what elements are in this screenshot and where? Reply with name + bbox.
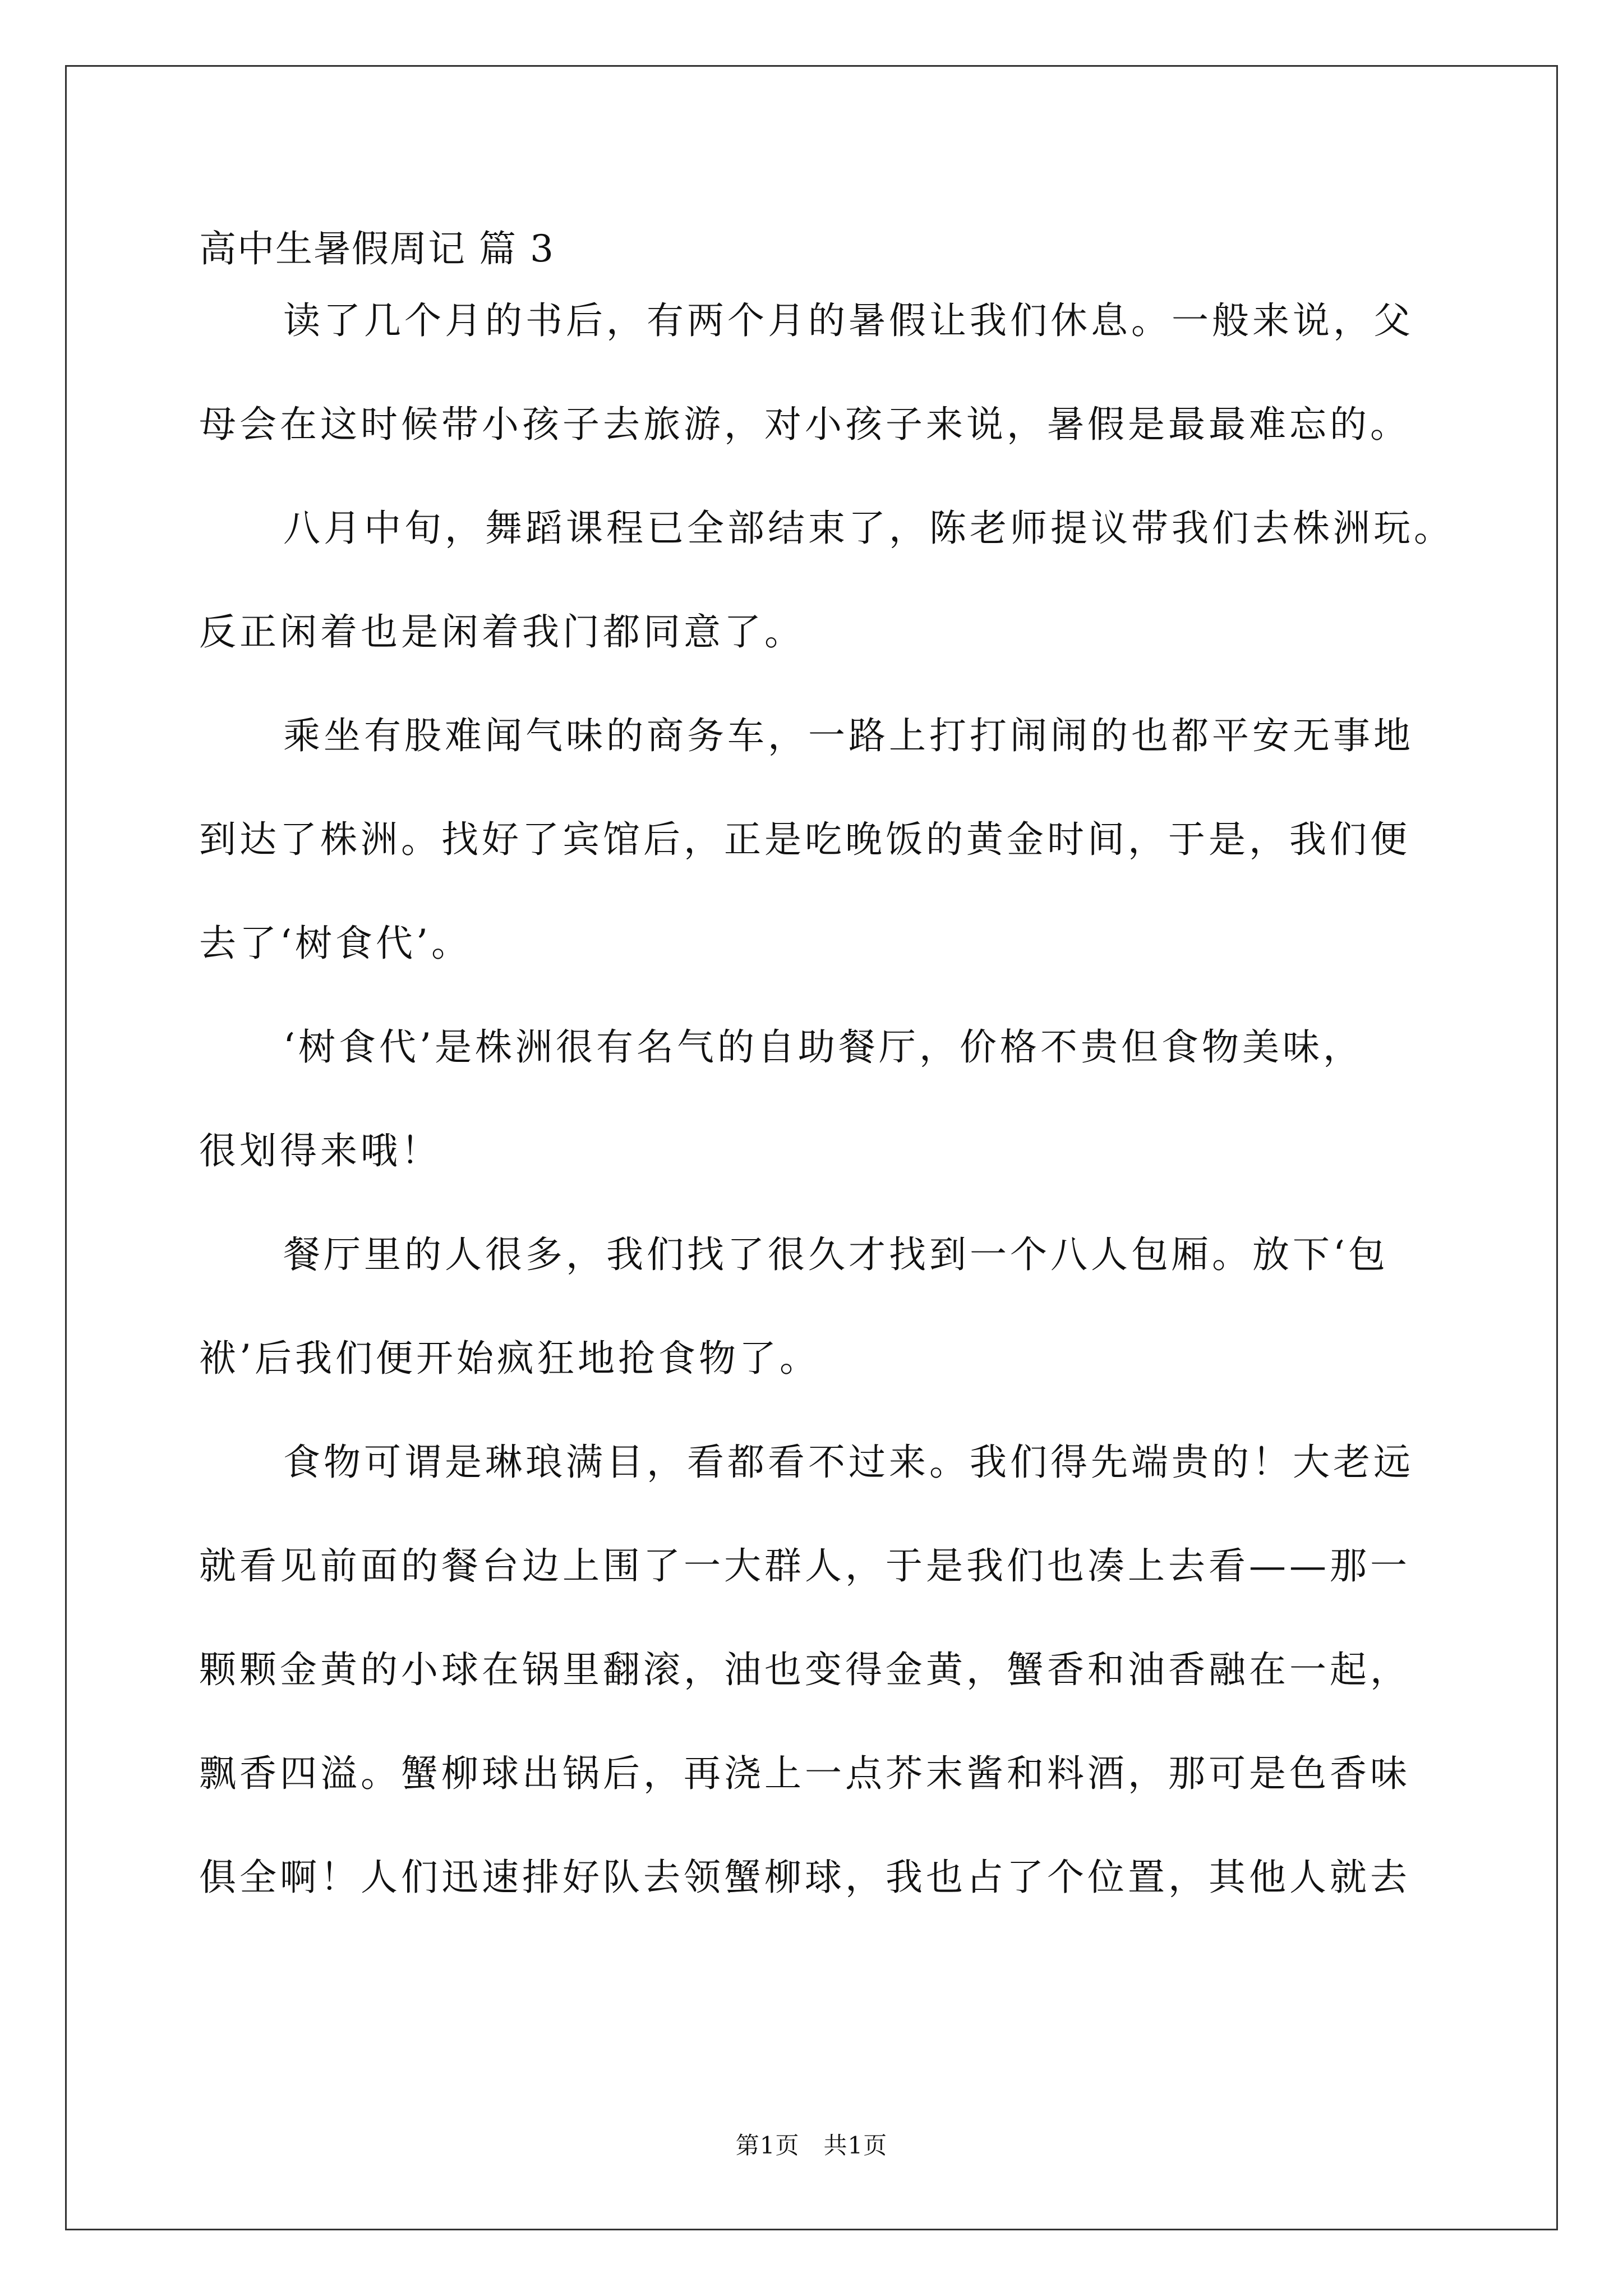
- paragraph-line: 很划得来哦！: [199, 1129, 441, 1172]
- paragraph-line: 反正闲着也是闲着我门都同意了。: [199, 610, 805, 654]
- paragraph-line: ‘树食代’是株洲很有名气的自助餐厅，价格不贵但食物美味，: [283, 1025, 1363, 1069]
- paragraph-line: 八月中旬，舞蹈课程已全部结束了，陈老师提议带我们去株洲玩。: [283, 507, 1454, 550]
- paragraph-line: 乘坐有股难闻气味的商务车，一路上打打闹闹的也都平安无事地: [283, 714, 1414, 757]
- document-title: 高中生暑假周记 篇 3: [199, 227, 555, 270]
- paragraph-line: 袱’后我们便开始疯狂地抢食物了。: [199, 1337, 820, 1380]
- paragraph-line: 去了‘树食代’。: [199, 922, 472, 965]
- page-footer: 第1页 共1页: [735, 2132, 888, 2159]
- paragraph-line: 餐厅里的人很多，我们找了很久才找到一个八人包厢。放下‘包: [283, 1233, 1389, 1276]
- paragraph-line: 飘香四溢。蟹柳球出锅后，再浇上一点芥末酱和料酒，那可是色香味: [199, 1752, 1410, 1795]
- paragraph-line: 食物可谓是琳琅满目，看都看不过来。我们得先端贵的！大老远: [283, 1441, 1414, 1484]
- paragraph-line: 读了几个月的书后，有两个月的暑假让我们休息。一般来说，父: [283, 299, 1414, 342]
- paragraph-line: 颗颗金黄的小球在锅里翻滚，油也变得金黄，蟹香和油香融在一起，: [199, 1648, 1410, 1691]
- paragraph-line: 就看见前面的餐台边上围了一大群人，于是我们也凑上去看——那一: [199, 1544, 1410, 1588]
- paragraph-line: 俱全啊！人们迅速排好队去领蟹柳球，我也占了个位置，其他人就去: [199, 1856, 1410, 1899]
- paragraph-line: 母会在这时候带小孩子去旅游，对小孩子来说，暑假是最最难忘的。: [199, 403, 1410, 446]
- paragraph-line: 到达了株洲。找好了宾馆后，正是吃晚饭的黄金时间，于是，我们便: [199, 818, 1410, 861]
